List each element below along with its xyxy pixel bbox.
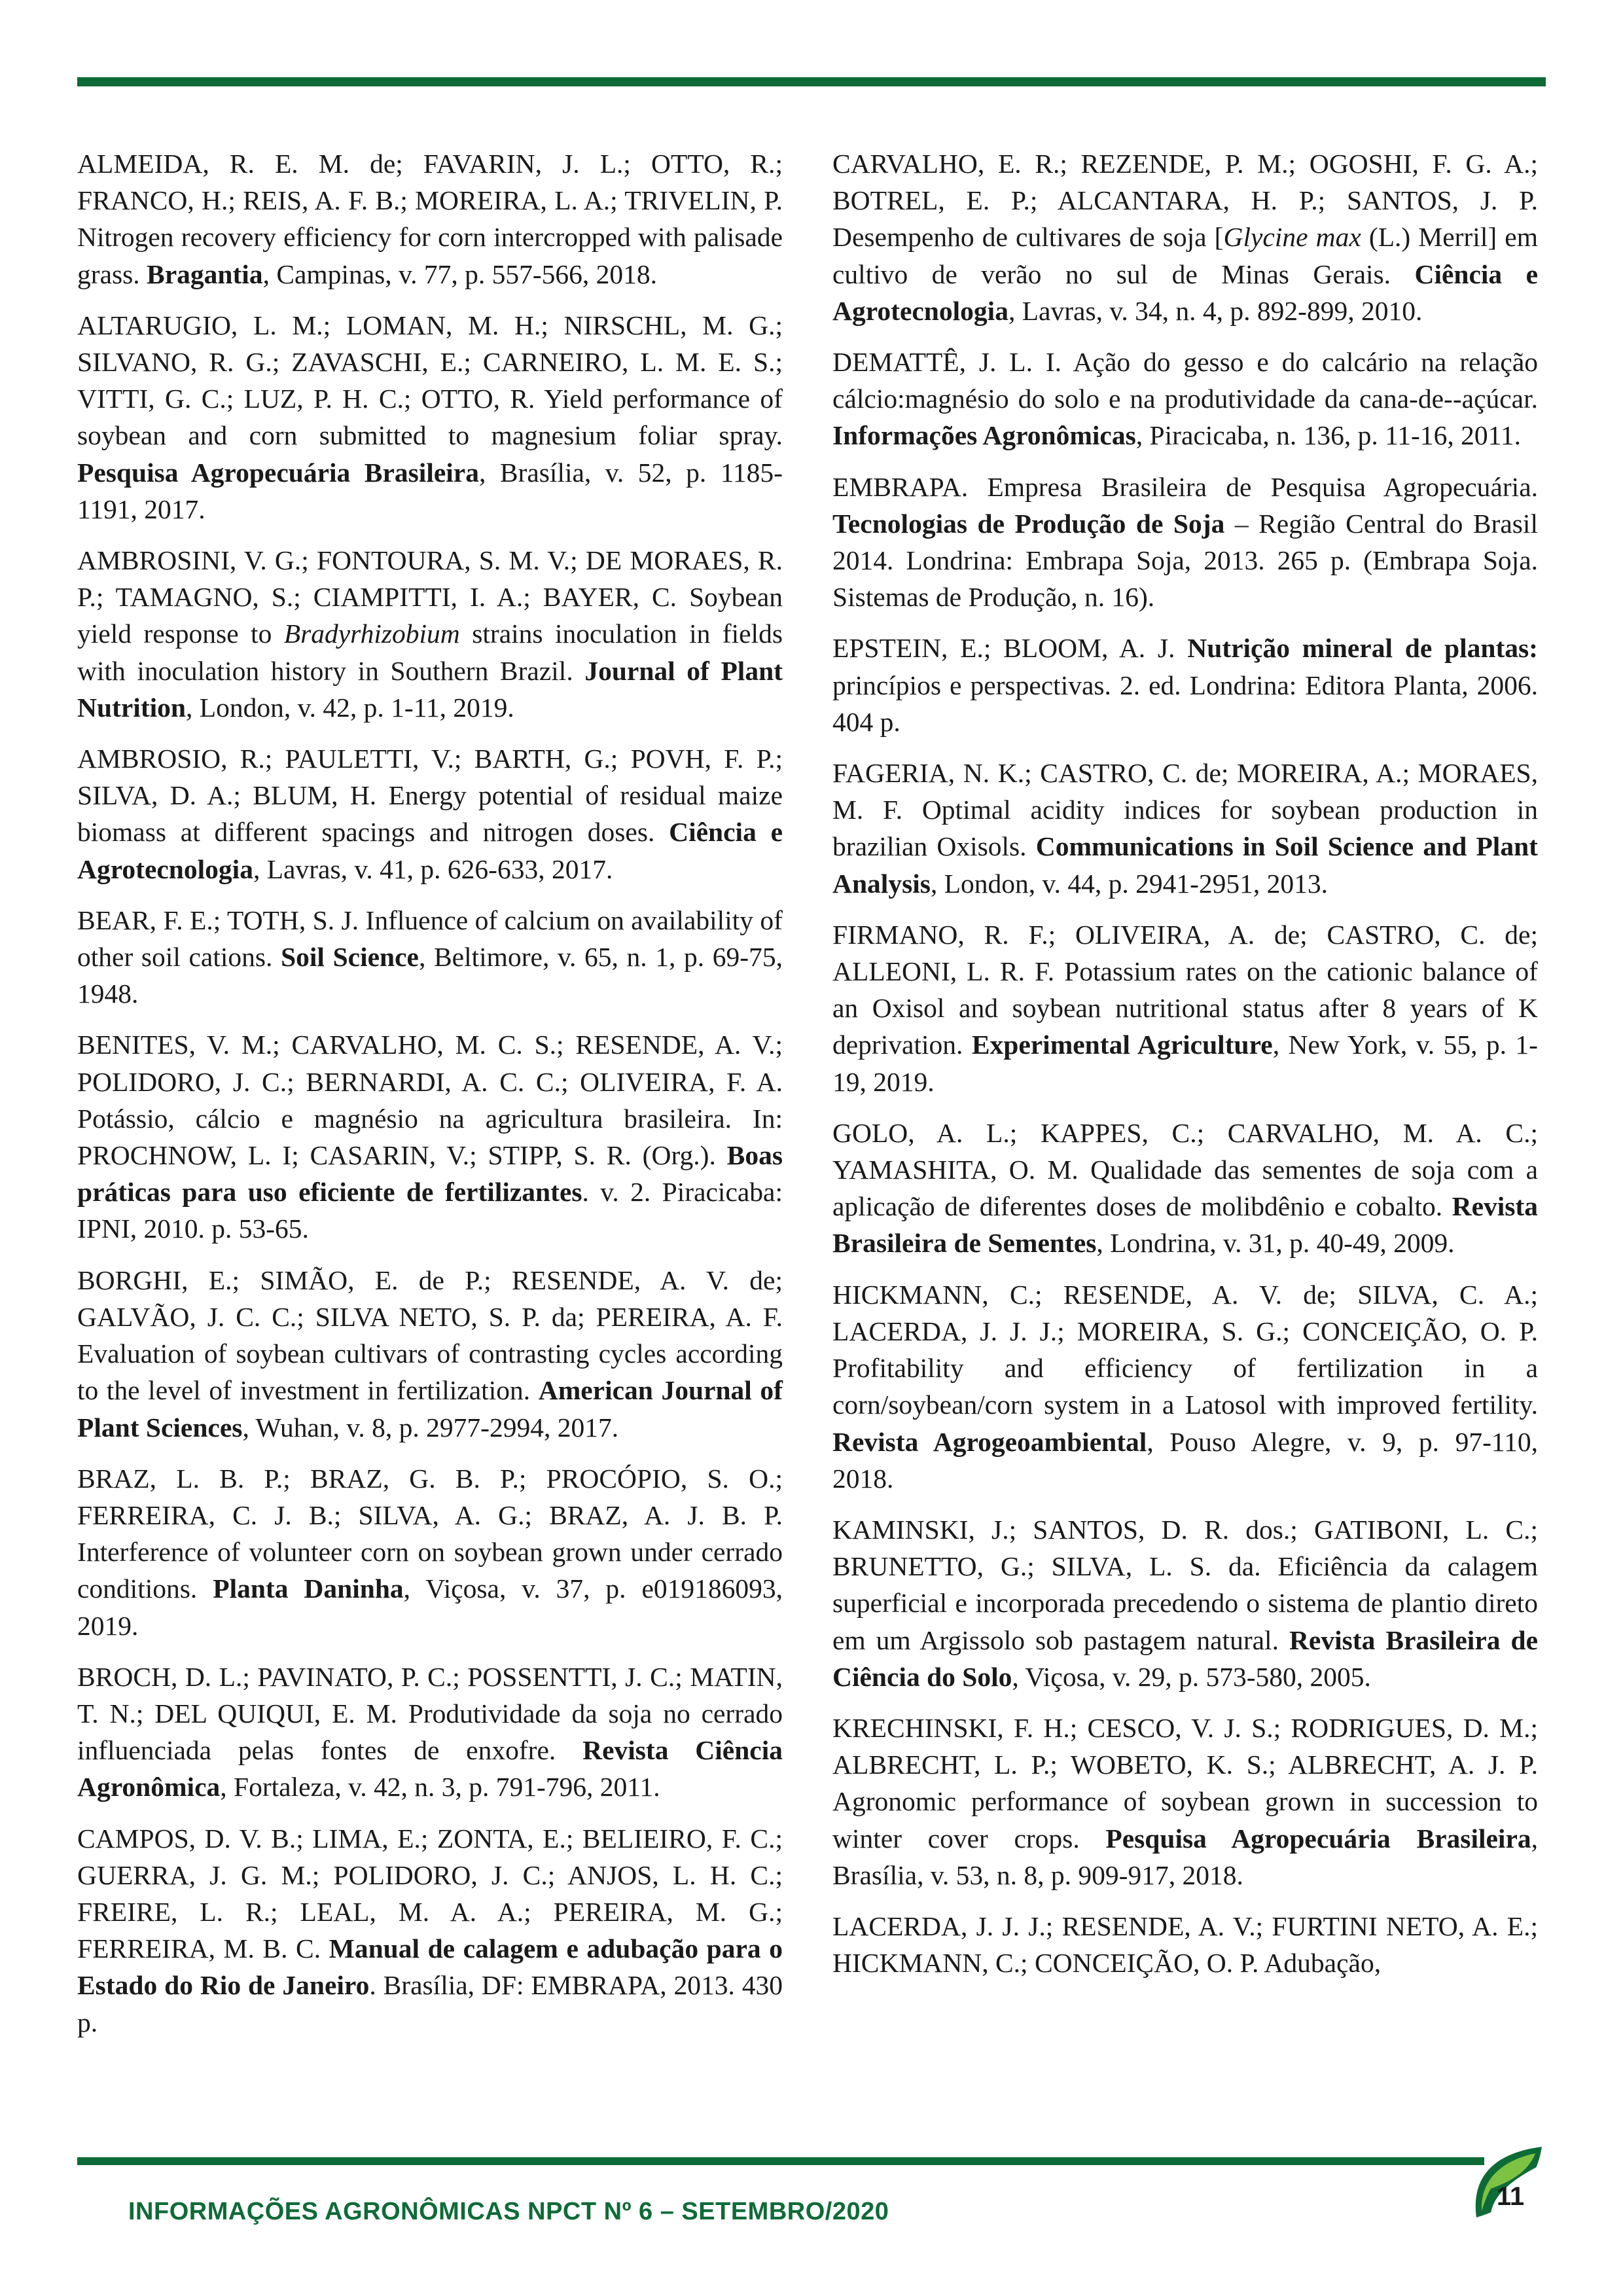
top-rule (77, 77, 1546, 86)
reference-text: ALMEIDA, R. E. M. de; FAVARIN, J. L.; OTTO, R.; FRANCO, H.; REIS, A. F. B.; MOREIRA, L. A.; TRIVELIN, P. Nitrogen recovery efficiency for corn intercropped with palisade grass. (77, 149, 783, 289)
reference-source-title: Pesquisa Agropecuária Brasileira (77, 457, 479, 488)
reference-source-title: Planta Daninha (213, 1573, 404, 1604)
reference-entry (77, 1460, 783, 1644)
reference-source-title: American Journal of Plant Sciences (77, 1375, 783, 1443)
reference-text: , Viçosa, v. 29, p. 573-580, 2005. (1012, 1661, 1371, 1692)
reference-source-title: Revista Brasileira de Ciência do Solo (832, 1624, 1538, 1692)
reference-entry (77, 145, 783, 293)
reference-text: (L.) Merril] em cultivo de verão no sul de Minas Gerais. (832, 222, 1538, 289)
reference-source-title: Experimental Agriculture (971, 1030, 1273, 1060)
reference-source-title: Boas práticas para uso eficiente de fertilizantes (77, 1140, 783, 1208)
references-right-column (832, 145, 1538, 1996)
reference-text: BORGHI, E.; SIMÃO, E. de P.; RESENDE, A. V. de; GALVÃO, J. C. C.; SILVA NETO, S. P. da; PEREIRA, A. F. Evaluation of soybean cultivars of contrasting cycles according to the level of investment in fertilization. (77, 1265, 783, 1406)
reference-text: . v. 2. Piracicaba: IPNI, 2010. p. 53-65. (77, 1177, 783, 1244)
reference-text: , Brasília, v. 52, p. 1185-1191, 2017. (77, 457, 783, 524)
reference-entry (832, 1908, 1538, 1981)
reference-scientific-name: Glycine max (1223, 222, 1361, 253)
reference-source-title: Revista Agrogeoambiental (832, 1426, 1147, 1457)
reference-text: , Viçosa, v. 37, p. e019186093, 2019. (77, 1573, 783, 1641)
reference-text: – Região Central do Brasil 2014. Londrina: Embrapa Soja, 2013. 265 p. (Embrapa Soja. Sistemas de Produção, n. 16). (832, 508, 1538, 613)
reference-text: BENITES, V. M.; CARVALHO, M. C. S.; RESENDE, A. V.; POLIDORO, J. C.; BERNARDI, A. C. C.; OLIVEIRA, F. A. Potássio, cálcio e magnésio na agricultura brasileira. In: PROCHNOW, L. I; CASARIN, V.; STIPP, S. R. (Org.). (77, 1030, 783, 1171)
reference-text: DEMATTÊ, J. L. I. Ação do gesso e do calcário na relação cálcio:magnésio do solo e na produtividade da cana-de--açúcar. (832, 347, 1538, 414)
references-left-column (77, 145, 783, 2055)
reference-text: EPSTEIN, E.; BLOOM, A. J. (832, 633, 1188, 664)
reference-entry (832, 916, 1538, 1100)
reference-entry (832, 145, 1538, 329)
reference-text: , Piracicaba, n. 136, p. 11-16, 2011. (1135, 420, 1521, 451)
reference-source-title: Revista Ciência Agronômica (77, 1735, 783, 1803)
reference-text: EMBRAPA. Empresa Brasileira de Pesquisa Agropecuária. (832, 471, 1538, 502)
reference-entry (832, 1511, 1538, 1695)
reference-text: AMBROSINI, V. G.; FONTOURA, S. M. V.; DE MORAES, R. P.; TAMAGNO, S.; CIAMPITTI, I. A.; BAYER, C. Soybean yield response to (77, 545, 783, 649)
reference-entry (832, 1710, 1538, 1893)
reference-text: , Londrina, v. 31, p. 40-49, 2009. (1096, 1228, 1455, 1259)
reference-text: princípios e perspectivas. 2. ed. Londrina: Editora Planta, 2006. 404 p. (832, 670, 1538, 737)
reference-text: BROCH, D. L.; PAVINATO, P. C.; POSSENTTI, J. C.; MATIN, T. N.; DEL QUIQUI, E. M. Produtividade da soja no cerrado influenciada pelas fontes de enxofre. (77, 1661, 783, 1766)
reference-text: , Campinas, v. 77, p. 557-566, 2018. (262, 259, 658, 289)
reference-source-title: Communications in Soil Science and Plant Analysis (832, 831, 1538, 899)
footer-journal-title: INFORMAÇÕES AGRONÔMICAS NPCT Nº 6 – SETEMBRO/2020 (128, 2198, 889, 2225)
reference-source-title: Tecnologias de Produção de Soja (832, 508, 1225, 539)
reference-entry (77, 1026, 783, 1247)
reference-entry (832, 469, 1538, 616)
reference-source-title: Bragantia (147, 259, 263, 289)
reference-text: , Brasília, v. 53, n. 8, p. 909-917, 2018. (832, 1823, 1538, 1890)
reference-entry (77, 1659, 783, 1806)
reference-text: LACERDA, J. J. J.; RESENDE, A. V.; FURTINI NETO, A. E.; HICKMANN, C.; CONCEIÇÃO, O. P. Adubação, (832, 1910, 1538, 1979)
reference-source-title: Pesquisa Agropecuária Brasileira (1105, 1823, 1531, 1854)
reference-text: KRECHINSKI, F. H.; CESCO, V. J. S.; RODRIGUES, D. M.; ALBRECHT, L. P.; WOBETO, K. S.; ALBRECHT, A. J. P. Agronomic performance of soybean grown in succession to winter cover crops. (832, 1712, 1538, 1854)
reference-entry (77, 902, 783, 1013)
reference-entry (832, 1276, 1538, 1497)
reference-entry (77, 740, 783, 888)
reference-text: , Fortaleza, v. 42, n. 3, p. 791-796, 2011. (220, 1772, 660, 1803)
reference-source-title: Revista Brasileira de Sementes (832, 1191, 1538, 1259)
reference-text: , Pouso Alegre, v. 9, p. 97-110, 2018. (832, 1426, 1538, 1494)
reference-source-title: Nutrição mineral de plantas: (1187, 633, 1538, 664)
reference-text: , Lavras, v. 34, n. 4, p. 892-899, 2010. (1008, 295, 1423, 326)
reference-entry (832, 344, 1538, 454)
reference-text: BRAZ, L. B. P.; BRAZ, G. B. P.; PROCÓPIO, S. O.; FERREIRA, C. J. B.; SILVA, A. G.; BRAZ, A. J. B. P. Interference of volunteer corn on soybean grown under cerrado conditions. (77, 1463, 783, 1604)
reference-text: strains inoculation in fields with inoculation history in Southern Brazil. (77, 619, 783, 686)
reference-text: CARVALHO, E. R.; REZENDE, P. M.; OGOSHI, F. G. A.; BOTREL, E. P.; ALCANTARA, H. P.; SANTOS, J. P. Desempenho de cultivares de soja [ (832, 149, 1538, 253)
reference-text: ALTARUGIO, L. M.; LOMAN, M. H.; NIRSCHL, M. G.; SILVANO, R. G.; ZAVASCHI, E.; CARNEIRO, L. M. E. S.; VITTI, G. C.; LUZ, P. H. C.; OTTO, R. Yield performance of soybean and corn submitted to magnesium foliar spray. (77, 310, 783, 451)
reference-text: , Lavras, v. 41, p. 626-633, 2017. (253, 853, 613, 884)
reference-text: , London, v. 42, p. 1-11, 2019. (186, 692, 514, 723)
reference-source-title: Ciência e Agrotecnologia (832, 259, 1539, 326)
reference-source-title: Soil Science (281, 942, 419, 973)
reference-source-title: Ciência e Agrotecnologia (77, 817, 783, 884)
reference-text: CAMPOS, D. V. B.; LIMA, E.; ZONTA, E.; BELIEIRO, F. C.; GUERRA, J. G. M.; POLIDORO, J. C.; ANJOS, L. H. C.; FREIRE, L. R.; LEAL, M. A. A.; PEREIRA, M. G.; FERREIRA, M. B. C. (77, 1823, 783, 1964)
reference-entry (77, 1262, 783, 1446)
reference-text: . Brasília, DF: EMBRAPA, 2013. 430 p. (77, 1970, 783, 2037)
reference-text: KAMINSKI, J.; SANTOS, D. R. dos.; GATIBONI, L. C.; BRUNETTO, G.; SILVA, L. S. da. Eficiência da calagem superficial e incorporada precedendo o sistema de plantio direto em um Argissolo sob pastagem natural. (832, 1514, 1538, 1655)
reference-text: FIRMANO, R. F.; OLIVEIRA, A. de; CASTRO, C. de; ALLEONI, L. R. F. Potassium rates on the cationic balance of an Oxisol and soybean nutritional status after 8 years of K deprivation. (832, 919, 1538, 1060)
bottom-rule (77, 2157, 1484, 2165)
reference-text: , London, v. 44, p. 2941-2951, 2013. (930, 868, 1329, 899)
reference-text: , Beltimore, v. 65, n. 1, p. 69-75, 1948. (77, 942, 783, 1009)
reference-text: GOLO, A. L.; KAPPES, C.; CARVALHO, M. A. C.; YAMASHITA, O. M. Qualidade das sementes de soja com a aplicação de diferentes doses de molibdênio e cobalto. (832, 1117, 1538, 1222)
reference-text: BEAR, F. E.; TOTH, S. J. Influence of calcium on availability of other soil cations. (77, 905, 783, 973)
reference-entry (832, 630, 1538, 740)
reference-source-title: Journal of Plant Nutrition (77, 655, 783, 723)
page-number: 11 (1496, 2182, 1525, 2211)
reference-entry (832, 755, 1538, 902)
reference-entry (77, 307, 783, 528)
reference-entry (77, 1820, 783, 2041)
reference-text: HICKMANN, C.; RESENDE, A. V. de; SILVA, C. A.; LACERDA, J. J. J.; MOREIRA, S. G.; CONCEIÇÃO, O. P. Profitability and efficiency of fertilization in a corn/soybean/corn system in a Latosol with improved fertility. (832, 1279, 1538, 1420)
reference-entry (77, 542, 783, 726)
reference-text: AMBROSIO, R.; PAULETTI, V.; BARTH, G.; POVH, F. P.; SILVA, D. A.; BLUM, H. Energy potential of residual maize biomass at different spacings and nitrogen doses. (77, 744, 783, 848)
reference-source-title: Manual de calagem e adubação para o Estado do Rio de Janeiro (77, 1933, 783, 2001)
reference-text: , New York, v. 55, p. 1-19, 2019. (832, 1030, 1538, 1097)
reference-scientific-name: Bradyrhizobium (283, 619, 460, 649)
reference-text: FAGERIA, N. K.; CASTRO, C. de; MOREIRA, A.; MORAES, M. F. Optimal acidity indices for soybean production in brazilian Oxisols. (832, 758, 1538, 862)
reference-text: , Wuhan, v. 8, p. 2977-2994, 2017. (242, 1412, 619, 1443)
reference-entry (832, 1115, 1538, 1262)
reference-source-title: Informações Agronômicas (832, 420, 1136, 451)
